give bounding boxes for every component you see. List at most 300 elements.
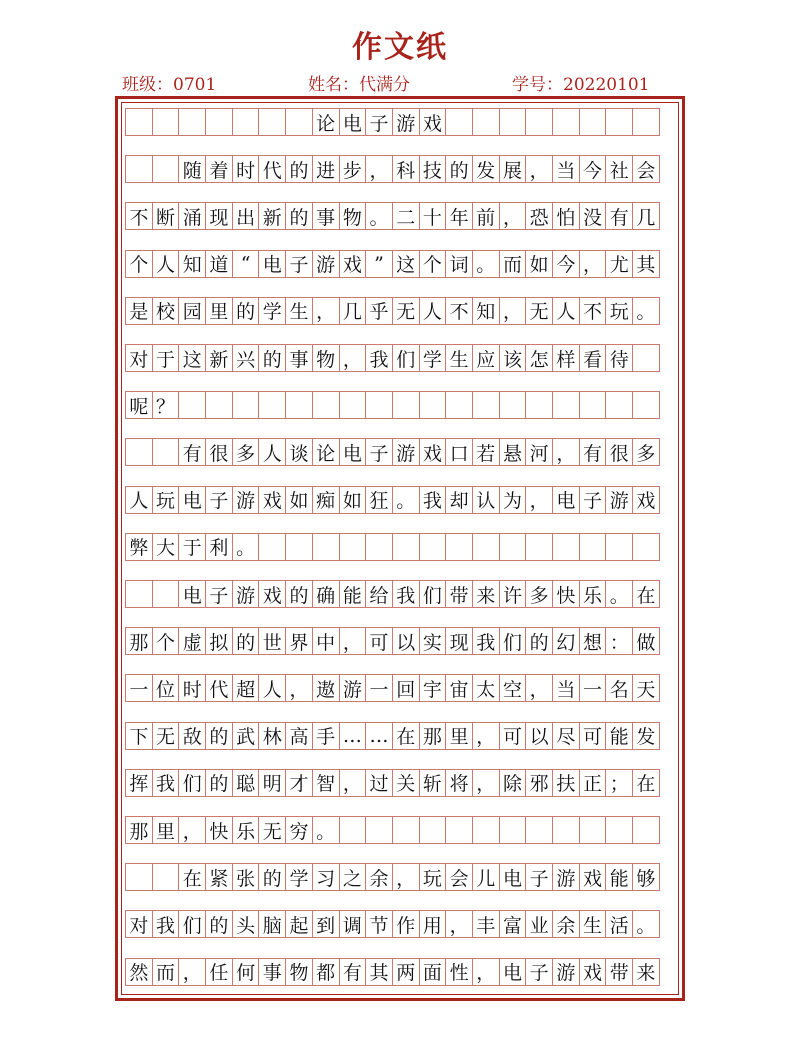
grid-cell: 下 xyxy=(125,722,153,750)
grid-cell: 今 xyxy=(579,155,607,183)
grid-cell: 生 xyxy=(579,910,607,938)
grid-cell: 可 xyxy=(365,627,393,655)
grid-cell: 位 xyxy=(152,674,180,702)
grid-cell: 如 xyxy=(525,250,553,278)
grid-cell: 现 xyxy=(205,202,233,230)
grid-cell xyxy=(499,108,527,136)
grid-row xyxy=(125,863,660,891)
grid-cell: 名 xyxy=(605,674,633,702)
grid-cell: 穷 xyxy=(285,816,313,844)
grid-cell: 悬 xyxy=(499,438,527,466)
grid-cell: 能 xyxy=(605,863,633,891)
grid-cell xyxy=(419,816,447,844)
grid-cell: 断 xyxy=(152,202,180,230)
grid-cell: 习 xyxy=(312,863,340,891)
grid-cell xyxy=(499,391,527,419)
grid-cell: 邪 xyxy=(525,769,553,797)
grid-cell: 天 xyxy=(632,674,660,702)
grid-cell: 那 xyxy=(419,722,447,750)
grid-cell: 二 xyxy=(392,202,420,230)
grid-cell: 的 xyxy=(285,155,313,183)
grid-cell: 电 xyxy=(552,486,580,514)
grid-cell xyxy=(285,108,313,136)
grid-cell xyxy=(125,438,153,466)
grid-cell: 够 xyxy=(632,863,660,891)
grid-cell: 。 xyxy=(472,250,500,278)
grid-cell xyxy=(152,863,180,891)
grid-cell: 里 xyxy=(445,722,473,750)
grid-cell xyxy=(339,816,367,844)
grid-cell: 个 xyxy=(419,250,447,278)
grid-cell: 道 xyxy=(205,250,233,278)
grid-cell: 学 xyxy=(419,344,447,372)
grid-cell: 个 xyxy=(152,627,180,655)
grid-cell xyxy=(525,391,553,419)
grid-cell: 过 xyxy=(365,769,393,797)
grid-cell: 新 xyxy=(205,344,233,372)
grid-cell: 游 xyxy=(339,674,367,702)
grid-cell: 的 xyxy=(258,863,286,891)
grid-cell: 电 xyxy=(499,863,527,891)
grid-cell: 而 xyxy=(499,250,527,278)
grid-cell: 物 xyxy=(339,202,367,230)
grid-cell: 界 xyxy=(285,627,313,655)
grid-cell: 很 xyxy=(605,438,633,466)
grid-row xyxy=(125,250,660,278)
grid-cell xyxy=(365,816,393,844)
grid-cell: 电 xyxy=(178,486,206,514)
grid-cell xyxy=(152,108,180,136)
grid-cell: 才 xyxy=(285,769,313,797)
grid-cell: 个 xyxy=(125,250,153,278)
grid-cell: 有 xyxy=(605,202,633,230)
grid-cell: 戏 xyxy=(258,580,286,608)
grid-cell: ， xyxy=(339,344,367,372)
grid-cell: 恐 xyxy=(525,202,553,230)
grid-cell: 的 xyxy=(205,910,233,938)
grid-cell: 应 xyxy=(472,344,500,372)
grid-cell: ， xyxy=(499,202,527,230)
grid-cell: 不 xyxy=(579,297,607,325)
grid-cell: 。 xyxy=(605,580,633,608)
grid-cell: 谈 xyxy=(285,438,313,466)
grid-cell: 游 xyxy=(312,250,340,278)
grid-cell: 当 xyxy=(552,674,580,702)
grid-cell: 事 xyxy=(285,344,313,372)
grid-cell: 游 xyxy=(232,580,260,608)
grid-cell: ， xyxy=(178,958,206,986)
grid-cell: 的 xyxy=(205,769,233,797)
grid-cell: 若 xyxy=(472,438,500,466)
grid-cell: 几 xyxy=(339,297,367,325)
grid-cell xyxy=(152,580,180,608)
grid-cell: 有 xyxy=(339,958,367,986)
grid-cell: 人 xyxy=(258,438,286,466)
grid-cell: 这 xyxy=(178,344,206,372)
grid-cell: 高 xyxy=(285,722,313,750)
grid-cell: 带 xyxy=(445,580,473,608)
grid-cell: 其 xyxy=(632,250,660,278)
grid-cell: 生 xyxy=(285,297,313,325)
grid-cell: 子 xyxy=(525,958,553,986)
grid-cell: 该 xyxy=(499,344,527,372)
grid-cell: 智 xyxy=(312,769,340,797)
grid-cell: 几 xyxy=(632,202,660,230)
grid-cell: 如 xyxy=(285,486,313,514)
grid-cell: 超 xyxy=(232,674,260,702)
grid-cell: 可 xyxy=(579,722,607,750)
grid-cell: 乎 xyxy=(365,297,393,325)
grid-cell: 游 xyxy=(232,486,260,514)
grid-cell: 。 xyxy=(392,486,420,514)
grid-cell: 们 xyxy=(178,769,206,797)
grid-row xyxy=(125,297,660,325)
grid-row xyxy=(125,533,660,561)
grid-cell: 科 xyxy=(392,155,420,183)
grid-cell: 不 xyxy=(445,297,473,325)
grid-cell xyxy=(125,580,153,608)
grid-cell xyxy=(552,533,580,561)
grid-cell: 看 xyxy=(579,344,607,372)
grid-cell: 不 xyxy=(125,202,153,230)
grid-cell xyxy=(178,108,206,136)
grid-cell: 物 xyxy=(312,344,340,372)
grid-cell: 于 xyxy=(178,533,206,561)
grid-cell: 之 xyxy=(339,863,367,891)
grid-cell: 我 xyxy=(392,580,420,608)
grid-cell xyxy=(605,533,633,561)
grid-cell: 新 xyxy=(258,202,286,230)
grid-cell xyxy=(552,108,580,136)
grid-row xyxy=(125,580,660,608)
grid-cell xyxy=(285,533,313,561)
grid-cell: 学 xyxy=(285,863,313,891)
grid-cell: 世 xyxy=(258,627,286,655)
grid-cell: 在 xyxy=(178,863,206,891)
grid-cell: 电 xyxy=(339,438,367,466)
grid-cell: 人 xyxy=(152,250,180,278)
grid-cell: ， xyxy=(339,627,367,655)
grid-cell: 戏 xyxy=(258,486,286,514)
grid-cell: 戏 xyxy=(419,438,447,466)
grid-cell: 知 xyxy=(178,250,206,278)
grid-cell: 进 xyxy=(312,155,340,183)
grid-cell: 起 xyxy=(285,910,313,938)
grid-cell: ， xyxy=(339,769,367,797)
grid-row xyxy=(125,202,660,230)
grid-cell: 事 xyxy=(258,958,286,986)
grid-cell: ， xyxy=(525,674,553,702)
grid-cell: 到 xyxy=(312,910,340,938)
grid-cell: 尽 xyxy=(552,722,580,750)
grid-cell: ； xyxy=(605,769,633,797)
grid-cell: 学 xyxy=(258,297,286,325)
grid-cell: ， xyxy=(472,722,500,750)
grid-cell: “ xyxy=(232,250,260,278)
grid-cell: 性 xyxy=(445,958,473,986)
grid-cell xyxy=(472,816,500,844)
grid-cell xyxy=(525,108,553,136)
grid-cell: 弊 xyxy=(125,533,153,561)
grid-cell: 人 xyxy=(419,297,447,325)
grid-row xyxy=(125,910,660,938)
grid-cell: 电 xyxy=(258,250,286,278)
grid-cell: 游 xyxy=(552,863,580,891)
grid-cell: 的 xyxy=(525,627,553,655)
grid-cell: 许 xyxy=(499,580,527,608)
grid-cell: ， xyxy=(178,816,206,844)
grid-cell xyxy=(525,816,553,844)
grid-cell: 游 xyxy=(552,958,580,986)
grid-cell xyxy=(579,533,607,561)
grid-cell: 尤 xyxy=(605,250,633,278)
grid-cell: 里 xyxy=(152,816,180,844)
grid-cell: 都 xyxy=(312,958,340,986)
grid-cell: 今 xyxy=(552,250,580,278)
grid-cell xyxy=(392,816,420,844)
grid-row xyxy=(125,486,660,514)
grid-cell: 林 xyxy=(258,722,286,750)
grid-cell: 手 xyxy=(312,722,340,750)
grid-cell xyxy=(205,108,233,136)
grid-cell xyxy=(552,391,580,419)
grid-cell: 待 xyxy=(605,344,633,372)
grid-cell: 业 xyxy=(525,910,553,938)
grid-cell: 可 xyxy=(499,722,527,750)
grid-cell: 电 xyxy=(339,108,367,136)
grid-cell xyxy=(258,391,286,419)
grid-cell: 很 xyxy=(205,438,233,466)
grid-cell: 对 xyxy=(125,344,153,372)
grid-cell: ， xyxy=(392,863,420,891)
grid-cell xyxy=(285,391,313,419)
grid-cell: 大 xyxy=(152,533,180,561)
grid-cell: 的 xyxy=(258,344,286,372)
grid-cell xyxy=(392,391,420,419)
grid-cell: 怕 xyxy=(552,202,580,230)
grid-cell xyxy=(125,155,153,183)
grid-cell xyxy=(472,108,500,136)
grid-cell xyxy=(445,391,473,419)
grid-cell xyxy=(152,438,180,466)
grid-cell: 敌 xyxy=(178,722,206,750)
grid-cell: 余 xyxy=(552,910,580,938)
grid-cell: 以 xyxy=(392,627,420,655)
grid-cell: 活 xyxy=(605,910,633,938)
grid-cell xyxy=(632,344,660,372)
grid-cell: 代 xyxy=(205,674,233,702)
grid-cell: 时 xyxy=(178,674,206,702)
grid-cell: ， xyxy=(472,769,500,797)
grid-cell: 为 xyxy=(499,486,527,514)
grid-cell: 任 xyxy=(205,958,233,986)
grid-row xyxy=(125,674,660,702)
grid-cell: 当 xyxy=(552,155,580,183)
grid-cell: 头 xyxy=(232,910,260,938)
grid-cell: 人 xyxy=(125,486,153,514)
grid-cell: 宙 xyxy=(445,674,473,702)
grid-cell: 步 xyxy=(339,155,367,183)
grid-cell: 玩 xyxy=(419,863,447,891)
grid-cell: 出 xyxy=(232,202,260,230)
grid-cell: 拟 xyxy=(205,627,233,655)
grid-cell: 我 xyxy=(365,344,393,372)
grid-cell: 子 xyxy=(525,863,553,891)
grid-cell: ， xyxy=(285,674,313,702)
grid-cell: 明 xyxy=(258,769,286,797)
grid-cell: ， xyxy=(525,155,553,183)
grid-cell xyxy=(499,816,527,844)
grid-cell: 。 xyxy=(312,816,340,844)
grid-cell: 戏 xyxy=(339,250,367,278)
grid-cell: 其 xyxy=(365,958,393,986)
grid-cell xyxy=(125,863,153,891)
grid-cell: 口 xyxy=(445,438,473,466)
grid-cell: ？ xyxy=(152,391,180,419)
grid-row xyxy=(125,344,660,372)
grid-cell: ： xyxy=(605,627,633,655)
grid-cell xyxy=(312,391,340,419)
grid-cell: … xyxy=(365,722,393,750)
grid-cell: 事 xyxy=(312,202,340,230)
grid-row xyxy=(125,769,660,797)
grid-cell: 调 xyxy=(339,910,367,938)
grid-cell: 河 xyxy=(525,438,553,466)
grid-cell: 现 xyxy=(445,627,473,655)
grid-cell: 有 xyxy=(178,438,206,466)
grid-cell: ， xyxy=(365,155,393,183)
grid-cell: ” xyxy=(365,250,393,278)
grid-cell: 太 xyxy=(472,674,500,702)
grid-cell xyxy=(579,391,607,419)
grid-cell: 认 xyxy=(472,486,500,514)
grid-cell: 将 xyxy=(445,769,473,797)
grid-cell xyxy=(232,108,260,136)
grid-cell: 脑 xyxy=(258,910,286,938)
grid-cell: 人 xyxy=(552,297,580,325)
grid-cell: 除 xyxy=(499,769,527,797)
grid-cell: 我 xyxy=(472,627,500,655)
grid-cell: 能 xyxy=(339,580,367,608)
grid-cell: 展 xyxy=(499,155,527,183)
grid-cell: 子 xyxy=(365,108,393,136)
grid-cell: 遨 xyxy=(312,674,340,702)
grid-cell: 社 xyxy=(605,155,633,183)
grid-cell: 子 xyxy=(205,580,233,608)
grid-cell: 一 xyxy=(365,674,393,702)
grid-cell: 斩 xyxy=(419,769,447,797)
grid-row xyxy=(125,816,660,844)
grid-cell: 游 xyxy=(392,438,420,466)
grid-cell: 张 xyxy=(232,863,260,891)
grid-cell: 幻 xyxy=(552,627,580,655)
grid-cell: 如 xyxy=(339,486,367,514)
grid-cell: ， xyxy=(552,438,580,466)
grid-cell: 何 xyxy=(232,958,260,986)
grid-cell: 两 xyxy=(392,958,420,986)
grid-cell: 时 xyxy=(232,155,260,183)
grid-cell xyxy=(339,533,367,561)
grid-cell: 的 xyxy=(285,580,313,608)
grid-cell xyxy=(445,816,473,844)
grid-cell: ， xyxy=(499,297,527,325)
grid-cell: 却 xyxy=(445,486,473,514)
grid-cell xyxy=(632,391,660,419)
grid-cell xyxy=(445,108,473,136)
grid-cell: 一 xyxy=(579,674,607,702)
class-info: 班级：0701 xyxy=(122,75,217,95)
grid-cell: 们 xyxy=(178,910,206,938)
page-title: 作文纸 xyxy=(352,30,448,65)
grid-cell: 发 xyxy=(472,155,500,183)
grid-cell: 的 xyxy=(205,722,233,750)
grid-cell: 没 xyxy=(579,202,607,230)
grid-cell: 人 xyxy=(258,674,286,702)
grid-cell xyxy=(392,533,420,561)
grid-cell: 想 xyxy=(579,627,607,655)
grid-cell xyxy=(552,816,580,844)
grid-cell: 代 xyxy=(258,155,286,183)
grid-row xyxy=(125,438,660,466)
grid-cell: 能 xyxy=(605,722,633,750)
grid-cell: 校 xyxy=(152,297,180,325)
grid-cell: 呢 xyxy=(125,391,153,419)
grid-cell: 玩 xyxy=(605,297,633,325)
grid-cell: 会 xyxy=(445,863,473,891)
grid-cell: 快 xyxy=(205,816,233,844)
grid-cell: 给 xyxy=(365,580,393,608)
grid-cell xyxy=(312,533,340,561)
grid-cell: ， xyxy=(472,958,500,986)
grid-cell: 空 xyxy=(499,674,527,702)
grid-cell: 无 xyxy=(392,297,420,325)
grid-cell xyxy=(258,108,286,136)
grid-cell: 子 xyxy=(205,486,233,514)
grid-cell: 我 xyxy=(419,486,447,514)
grid-cell: 而 xyxy=(152,958,180,986)
grid-cell xyxy=(605,816,633,844)
grid-cell: 关 xyxy=(392,769,420,797)
grid-cell xyxy=(499,533,527,561)
grid-cell: 乐 xyxy=(579,580,607,608)
grid-cell xyxy=(605,391,633,419)
grid-cell: 一 xyxy=(125,674,153,702)
grid-cell xyxy=(632,533,660,561)
grid-cell: 的 xyxy=(232,297,260,325)
grid-cell: 电 xyxy=(499,958,527,986)
grid-cell: 子 xyxy=(579,486,607,514)
grid-cell: ， xyxy=(525,486,553,514)
grid-cell: 玩 xyxy=(152,486,180,514)
grid-cell: 戏 xyxy=(419,108,447,136)
grid-cell: 来 xyxy=(632,958,660,986)
grid-cell: 子 xyxy=(365,438,393,466)
grid-cell: 。 xyxy=(232,533,260,561)
grid-cell: 前 xyxy=(472,202,500,230)
grid-cell: 多 xyxy=(632,438,660,466)
grid-cell: 戏 xyxy=(579,863,607,891)
grid-row xyxy=(125,108,660,136)
name-info: 姓名：代满分 xyxy=(308,75,410,95)
grid-cell xyxy=(232,391,260,419)
grid-cell: 发 xyxy=(632,722,660,750)
grid-cell xyxy=(419,391,447,419)
grid-cell xyxy=(632,108,660,136)
grid-cell: 。 xyxy=(632,297,660,325)
grid-cell: 确 xyxy=(312,580,340,608)
grid-cell: 中 xyxy=(312,627,340,655)
grid-cell: 那 xyxy=(125,627,153,655)
